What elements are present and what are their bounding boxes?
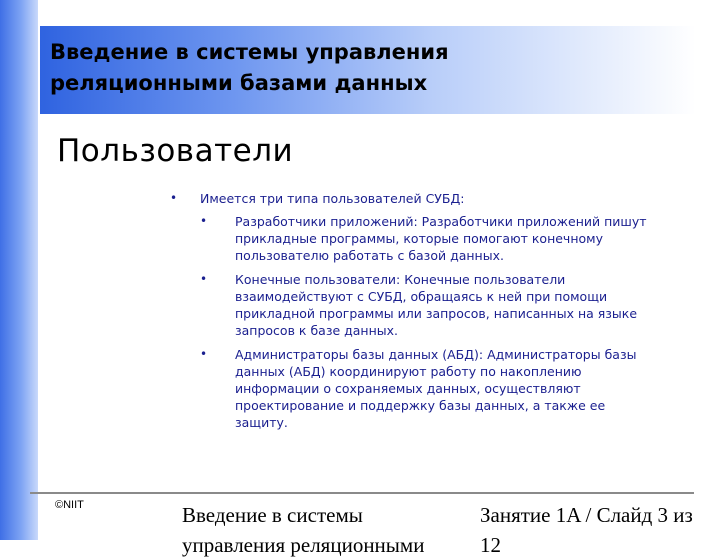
copyright-notice: ©NIIT [55, 499, 84, 511]
sub-bullet-text: Разработчики приложений: Разработчики приложений пишут прикладные программы, которые помогают конечному пользователю работать с базой данных. [235, 214, 647, 263]
sub-bullet-end-users [200, 271, 655, 339]
footer-slide-number: Занятие 1A / Слайд 3 из 12 [480, 503, 693, 557]
sub-bullet-text: Администраторы базы данных (АБД): Администраторы базы данных (АБД) координируют работу по накоплению информации о сохраняемых данных, осуществляют проектирование и поддержку базы данных, а также ее защиту. [235, 347, 637, 430]
sub-bullet-dba [200, 346, 655, 431]
left-accent-bar [0, 0, 38, 540]
main-bullet [170, 190, 680, 207]
footer-divider [30, 492, 694, 494]
section-heading: Пользователи [57, 133, 294, 169]
bullet-icon: • [170, 191, 178, 205]
slide-title-line-2: реляционными базами данных [50, 71, 428, 95]
slide-title [50, 37, 650, 99]
bullet-icon: • [200, 272, 208, 286]
slide-title-line-1: Введение в системы управления [50, 40, 449, 64]
sub-bullet-developers [200, 213, 655, 264]
bullet-icon: • [200, 347, 208, 361]
slide-content [170, 190, 680, 438]
bullet-icon: • [200, 214, 208, 228]
footer-course-title: Введение в системы управления реляционными [182, 503, 425, 557]
sub-bullet-text: Конечные пользователи: Конечные пользователи взаимодействуют с СУБД, обращаясь к ней при помощи прикладной программы или запросов, написанных на языке запросов к базе данных. [235, 272, 638, 338]
main-bullet-text: Имеется три типа пользователей СУБД: [200, 191, 465, 206]
